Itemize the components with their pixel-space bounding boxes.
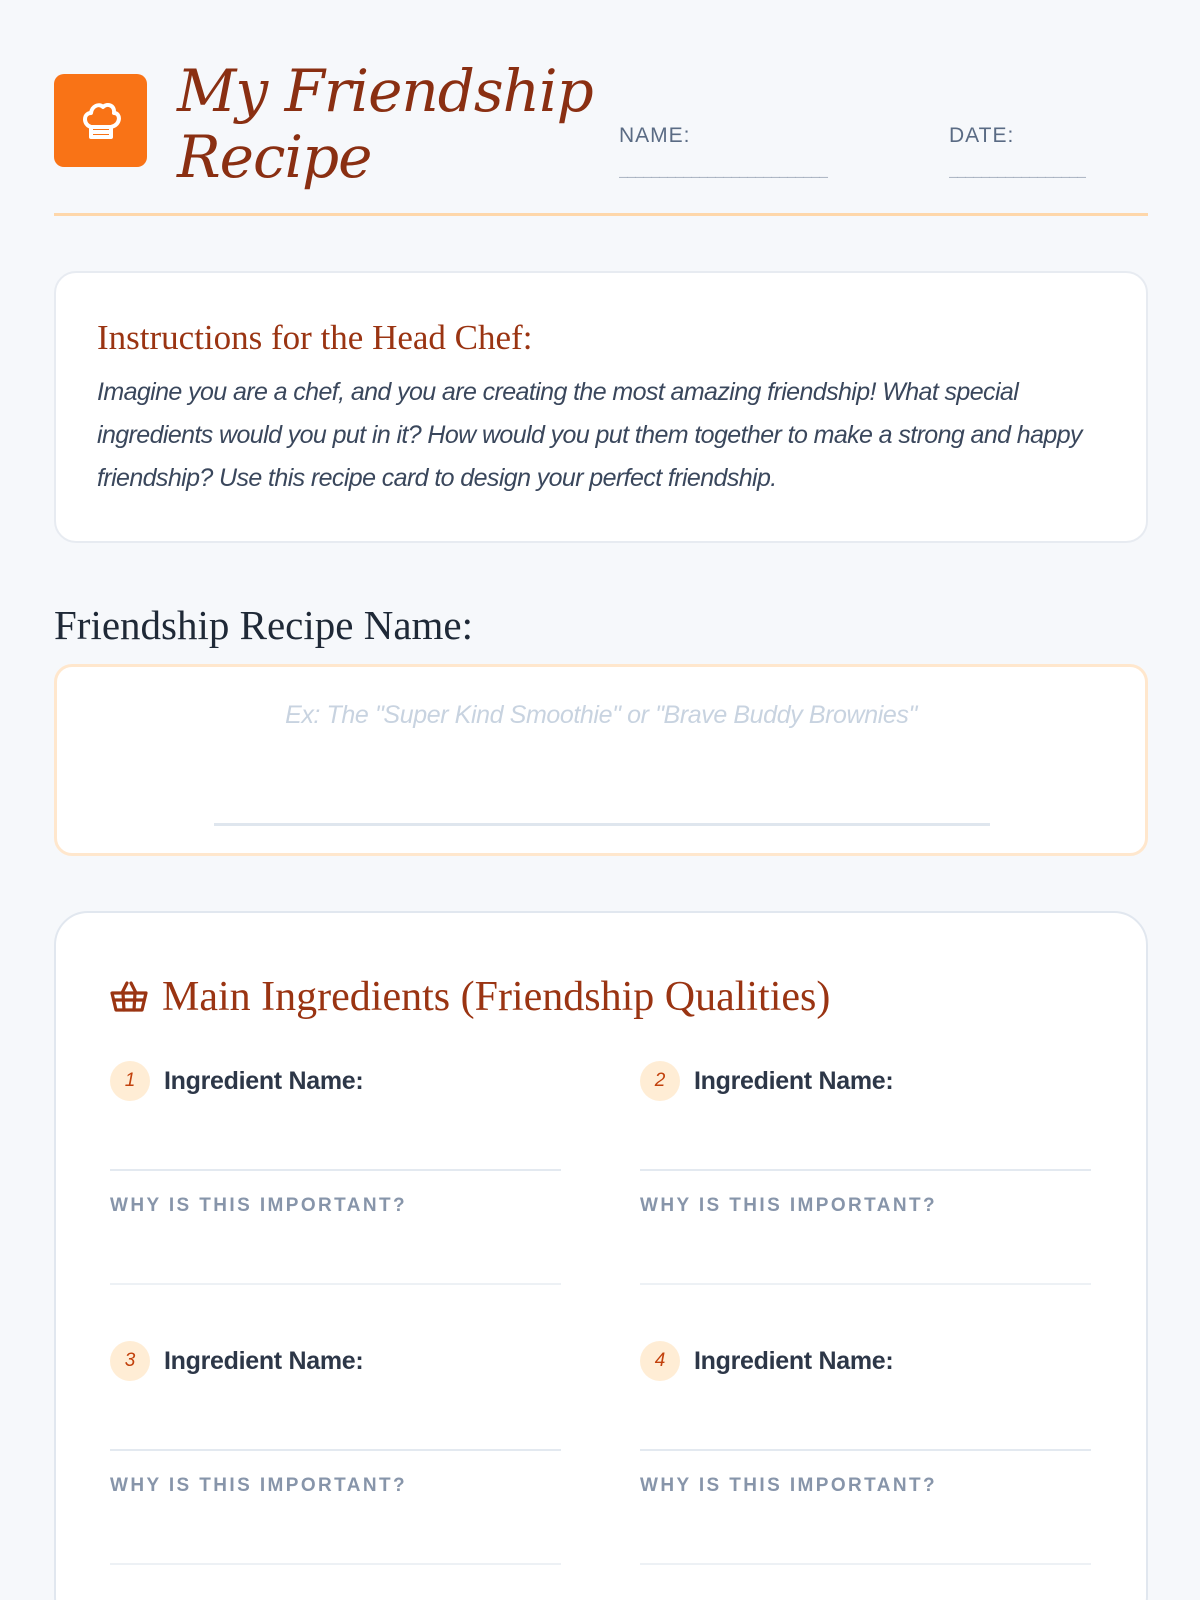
ingredient-name-label: Ingredient Name: (164, 1066, 364, 1095)
ingredient-number-badge: 3 (110, 1341, 150, 1381)
ingredient-name-field[interactable] (110, 1449, 561, 1451)
why-important-label: WHY IS THIS IMPORTANT? (640, 1475, 937, 1496)
name-field[interactable]: __________________________ (619, 164, 828, 181)
ingredient-name-label: Ingredient Name: (164, 1346, 364, 1375)
ingredients-heading (110, 972, 830, 1022)
chef-hat-icon (77, 97, 125, 145)
ingredient-number-badge: 4 (640, 1341, 680, 1381)
page-title (177, 58, 593, 190)
instructions-card (54, 271, 1148, 543)
ingredient-2 (640, 1061, 1091, 1216)
worksheet-header (54, 56, 1148, 216)
why-important-label: WHY IS THIS IMPORTANT? (110, 1195, 407, 1216)
instructions-body: Imagine you are a chef, and you are creating the most amazing friendship! What special ingredients would you put in it? How would you put them together to make a strong and happy friendship? Use this recipe card to design your perfect friendship. (97, 378, 1082, 492)
page-title-line-2: Recipe (177, 123, 372, 191)
ingredient-name-label: Ingredient Name: (694, 1066, 894, 1095)
ingredient-3 (110, 1341, 561, 1496)
ingredient-name-field[interactable] (640, 1169, 1091, 1171)
instructions-title: Instructions for the Head Chef: (97, 318, 533, 357)
date-field[interactable]: _________________ (949, 164, 1086, 181)
name-label: NAME: (619, 124, 691, 147)
ingredient-name-field[interactable] (640, 1449, 1091, 1451)
why-important-label: WHY IS THIS IMPORTANT? (640, 1195, 937, 1216)
ingredient-4 (640, 1341, 1091, 1496)
ingredient-number-badge: 1 (110, 1061, 150, 1101)
date-label: DATE: (949, 124, 1015, 147)
ingredient-number-badge: 2 (640, 1061, 680, 1101)
why-important-field[interactable] (110, 1283, 561, 1285)
why-important-label: WHY IS THIS IMPORTANT? (110, 1475, 407, 1496)
ingredients-title: Main Ingredients (Friendship Qualities) (162, 974, 831, 1020)
recipe-name-heading: Friendship Recipe Name: (54, 602, 474, 648)
ingredient-1 (110, 1061, 561, 1216)
recipe-name-writing-line (214, 823, 990, 826)
why-important-field[interactable] (640, 1563, 1091, 1565)
recipe-name-placeholder: Ex: The "Super Kind Smoothie" or "Brave Buddy Brownies" (285, 701, 917, 729)
why-important-field[interactable] (110, 1563, 561, 1565)
ingredient-name-field[interactable] (110, 1169, 561, 1171)
why-important-field[interactable] (640, 1283, 1091, 1285)
logo (54, 74, 147, 167)
recipe-name-field[interactable] (54, 664, 1148, 856)
ingredient-name-label: Ingredient Name: (694, 1346, 894, 1375)
basket-icon (110, 980, 148, 1014)
page-title-line-1: My Friendship (177, 57, 593, 125)
